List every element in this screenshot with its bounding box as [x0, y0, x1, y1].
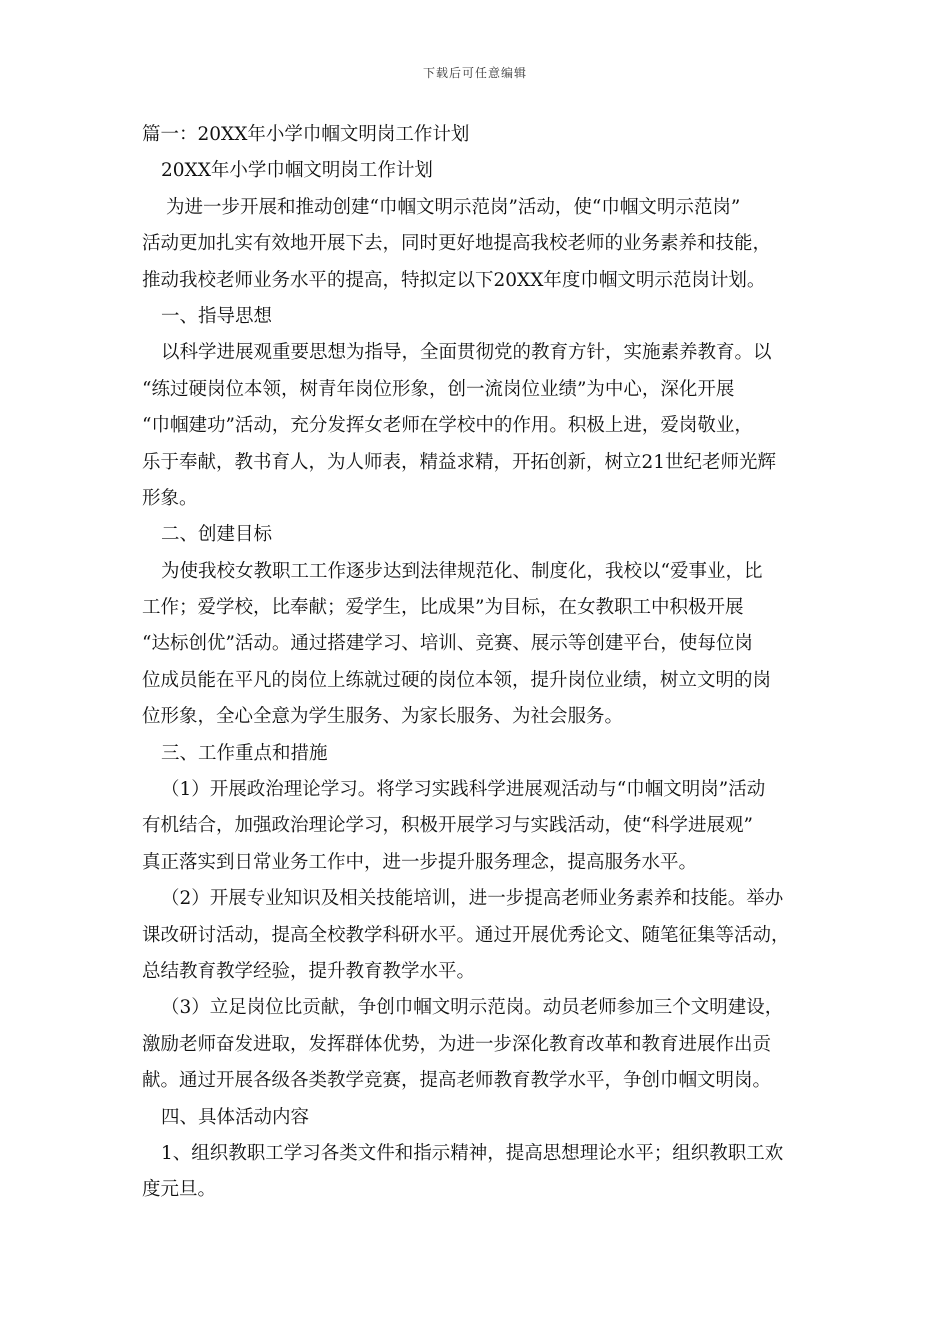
paragraph-line: “巾帼建功”活动，充分发挥女老师在学校中的作用。积极上进，爱岗敬业， [142, 415, 753, 437]
paragraph-line: “达标创优”活动。通过搭建学习、培训、竞赛、展示等创建平台，使每位岗 [142, 633, 753, 655]
document-title: 篇一：20XX年小学巾帼文明岗工作计划 [142, 124, 470, 145]
document-body [142, 117, 818, 1209]
paragraph-line: 献。通过开展各级各类教学竞赛，提高老师教育教学水平，争创巾帼文明岗。 [142, 1070, 772, 1092]
paragraph-line: “练过硬岗位本领，树青年岗位形象，创一流岗位业绩”为中心，深化开展 [142, 378, 735, 400]
paragraph-line: 激励老师奋发进取，发挥群体优势，为进一步深化教育改革和教育进展作出贡 [142, 1033, 772, 1055]
paragraph-line: 1、组织教职工学习各类文件和指示精神，提高思想理论水平；组织教职工欢 [161, 1142, 784, 1164]
paragraph-line: 为进一步开展和推动创建“巾帼文明示范岗”活动，使“巾帼文明示范岗” [166, 196, 741, 218]
paragraph-line: 乐于奉献，教书育人，为人师表，精益求精，开拓创新，树立21世纪老师光辉 [142, 451, 777, 473]
paragraph-line: 推动我校老师业务水平的提高，特拟定以下20XX年度巾帼文明示范岗计划。 [142, 269, 766, 291]
paragraph-line: （2）开展专业知识及相关技能培训，进一步提高老师业务素养和技能。举办 [161, 888, 784, 910]
paragraph-line: 有机结合，加强政治理论学习，积极开展学习与实践活动，使“科学进展观” [142, 815, 753, 837]
section-heading: 一、指导思想 [161, 305, 273, 327]
paragraph-line: 真正落实到日常业务工作中，进一步提升服务理念，提高服务水平。 [142, 851, 698, 873]
paragraph-line: 形象。 [142, 487, 198, 509]
paragraph-line: （1）开展政治理论学习。将学习实践科学进展观活动与“巾帼文明岗”活动 [161, 779, 766, 801]
section-heading: 二、创建目标 [161, 524, 273, 546]
paragraph-line: （3）立足岗位比贡献，争创巾帼文明示范岗。动员老师参加三个文明建设， [161, 997, 784, 1019]
paragraph-line: 位形象，全心全意为学生服务、为家长服务、为社会服务。 [142, 706, 624, 728]
section-heading: 三、工作重点和措施 [161, 742, 328, 764]
paragraph-line: 总结教育教学经验，提升教育教学水平。 [142, 960, 476, 982]
paragraph-line: 位成员能在平凡的岗位上练就过硬的岗位本领，提升岗位业绩，树立文明的岗 [142, 669, 772, 691]
paragraph-line: 课改研讨活动，提高全校教学科研水平。通过开展优秀论文、随笔征集等活动， [142, 924, 790, 946]
paragraph-line: 度元旦。 [142, 1179, 217, 1201]
page-header-note: 下载后可任意编辑 [422, 66, 527, 80]
paragraph-line: 为使我校女教职工工作逐步达到法律规范化、制度化，我校以“爱事业，比 [161, 560, 763, 582]
paragraph-line: 工作；爱学校，比奉献；爱学生，比成果”为目标，在女教职工中积极开展 [142, 597, 744, 619]
document-subtitle: 20XX年小学巾帼文明岗工作计划 [161, 160, 433, 182]
paragraph-line: 活动更加扎实有效地开展下去，同时更好地提高我校老师的业务素养和技能， [142, 233, 772, 255]
paragraph-line: 以科学进展观重要思想为指导，全面贯彻党的教育方针，实施素养教育。以 [161, 342, 772, 364]
section-heading: 四、具体活动内容 [161, 1106, 310, 1128]
